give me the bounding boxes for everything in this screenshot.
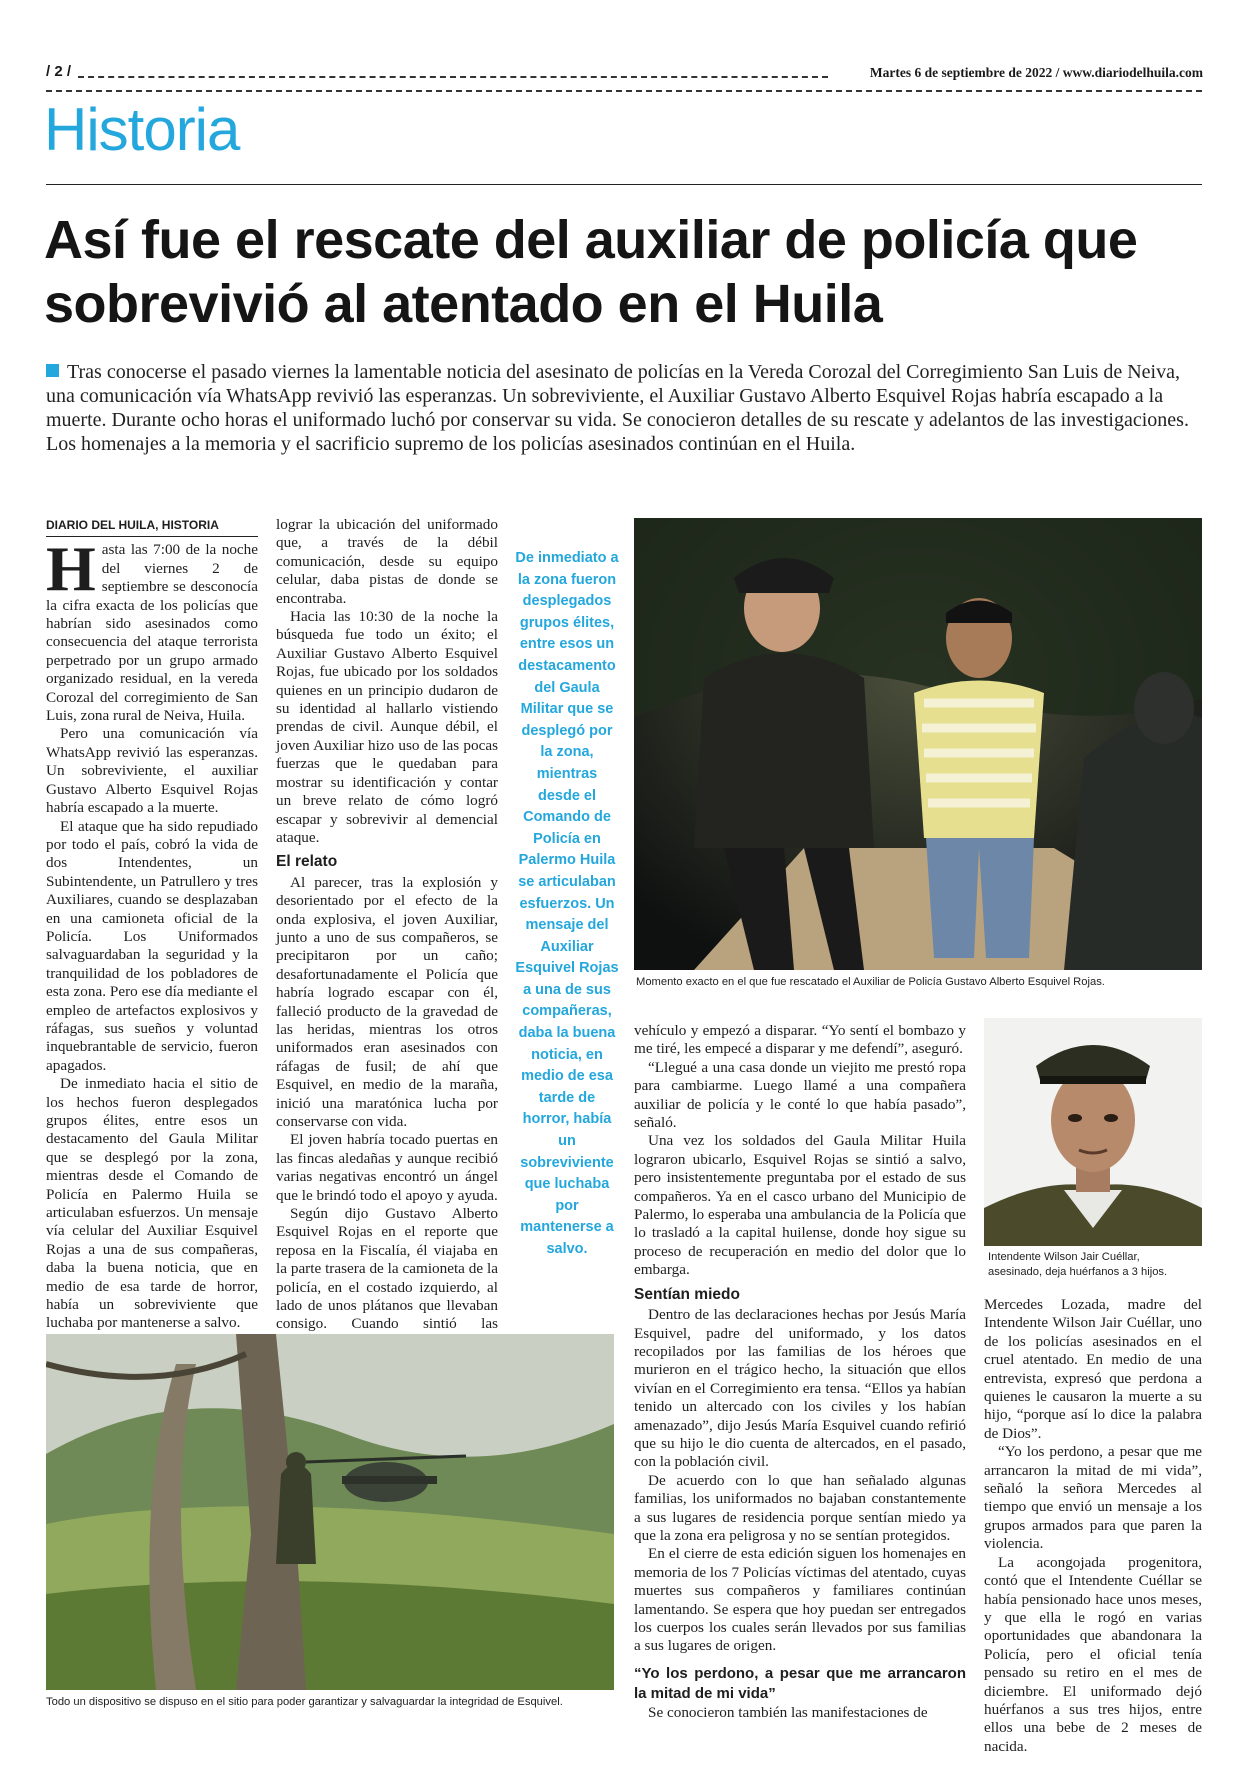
lead-text: Tras conocerse el pasado viernes la lamentable noticia del asesinato de policías en la Vereda Corozal del Corregimiento San Luis de Neiva, una comunicación vía WhatsApp revivió las esperanzas. Un sobreviviente, el Auxiliar Gustavo Alberto Esquivel Rojas habría escapado a la muerte. Durante ocho horas el uniformado luchó por conservar su vida. Se conocieron detalles de su rescate y adelantos de las investigaciones. Los homenajes a la memoria y el sacrificio supremo de los policías asesinados continúan en el Huila. (46, 361, 1189, 455)
paragraph: La acongojada progenitora, contó que el Intendente Cuéllar se había pensionado hace unos meses, y que ella le rogó en varias oportunidades que abandonara la Policía, pero el oficial tenía pensado su retiro en el mes de diciembre. El uniformado dejó huérfanos a sus tres hijos, entre ellos una bebe de 2 meses de nacida. (984, 1553, 1202, 1755)
quote-subhead: “Yo los perdono, a pesar que me arrancaron la mitad de mi vida” (634, 1664, 966, 1702)
paragraph: De inmediato hacia el sitio de los hechos fueron desplegados grupos élites, entre esos un destacamento del Gaula Militar que se desplegó por la zona, mientras desde el Comando de Policía en Palermo Huila se articulaban esfuerzos. Un mensaje vía celular del Auxiliar Esquivel Rojas a una de sus compañeras, daba la buena noticia, que en medio de esa tarde de horror, había un sobreviviente que luchaba por mantenerse a salvo. (46, 1075, 258, 1332)
rescue-photo-image (634, 518, 1202, 970)
column-2 (276, 516, 498, 1352)
field-photo-image (46, 1334, 614, 1690)
portrait-photo (984, 1018, 1202, 1246)
paragraph: vehículo y empezó a disparar. “Yo sentí el bombazo y me tiré, les empecé a disparar y me defendí”, aseguró. (634, 1022, 966, 1058)
portrait-caption-line-2: asesinado, deja huérfanos a 3 hijos. (988, 1266, 1168, 1278)
section-title: Historia (44, 96, 240, 163)
paragraph: Al parecer, tras la explosión y desorientado por el efecto de la onda explosiva, el joven Auxiliar, junto a uno de sus compañeros, se precipitaron por un caño; desafortunadamente el Policía que habría logrado escapar con él, falleció producto de la gravedad de las heridas, mientras los otros uniformados eran asesinados con ráfagas de fusil; de ahí que Esquivel, en medio de la maraña, inició una maratónica lucha por conservarse con vida. (276, 873, 498, 1130)
header-divider-lower (46, 90, 1202, 92)
paragraph: Dentro de las declaraciones hechas por Jesús María Esquivel, padre del uniformado, y los datos recopilados por las familias de los héroes que murieron en el trágico hecho, la situación que ellos vivían en el Corregimiento era tensa. “Ellos ya habían tenido un altercado con los civiles y los habían amenazado”, dijo Jesús María Esquivel cuando refirió que su hijo le dio cuenta de altercados, en el pasado, con la población civil. (634, 1306, 966, 1471)
paragraph: Mercedes Lozada, madre del Intendente Wilson Jair Cuéllar, uno de los policías asesinados en el cruel atentado. En medio de una entrevista, expresó que perdona a quienes le causaron la muerte a su hijo, “porque así lo dice la palabra de Dios”. (984, 1296, 1202, 1442)
pull-quote: De inmediato a la zona fueron desplegados grupos élites, entre esos un destacamento del Gaula Militar que se desplegó por la zona, mientras desde el Comando de Policía en Palermo Huila se articulaban esfuerzos. Un mensaje del Auxiliar Esquivel Rojas a una de sus compañeras, daba la buena noticia, en medio de esa tarde de horror, había un sobreviviente que luchaba por mantenerse a salvo. (515, 550, 619, 1257)
subhead-miedo: Sentían miedo (634, 1285, 740, 1303)
paragraph: Pero una comunicación vía WhatsApp revivió las esperanzas. Un sobreviviente, el auxiliar Gustavo Alberto Esquivel Rojas habría escapado a la muerte. (46, 725, 258, 817)
paragraph: Se conocieron también las manifestaciones de (648, 1703, 928, 1721)
portrait-caption-line-1: Intendente Wilson Jair Cuéllar, (988, 1251, 1140, 1263)
paragraph: De acuerdo con lo que han señalado algunas familias, los uniformados no bajaban constantemente a sus lugares de residencia porque sentían miedo ya que la zona era peligrosa y no se sentían protegidos. (634, 1471, 966, 1544)
lead-paragraph (46, 360, 1206, 456)
column-3 (634, 1022, 966, 1722)
column-4 (984, 1296, 1202, 1756)
page-number: / 2 / (46, 63, 72, 80)
column-1 (46, 516, 258, 1407)
portrait-caption (988, 1250, 1202, 1280)
header-divider (78, 76, 828, 78)
page-date: Martes 6 de septiembre de 2022 / www.diariodelhuila.com (869, 65, 1203, 80)
field-photo-caption: Todo un dispositivo se dispuso en el sitio para poder garantizar y salvaguardar la integridad de Esquivel. (46, 1696, 563, 1708)
drop-cap: H (46, 533, 96, 605)
paragraph: Hacia las 10:30 de la noche la búsqueda fue todo un éxito; el Auxiliar Gustavo Alberto Esquivel Rojas, fue ubicado por los soldados quienes en un principio dudaron de su identidad al hallarlo vistiendo prendas de civil. Aunque débil, el joven Auxiliar hizo uso de las pocas fuerzas que le quedaban para mostrar su identificación y contar un breve relato de cómo logró escapar y sobrevivir al demencial ataque. (276, 608, 498, 846)
section-rule (46, 184, 1202, 185)
paragraph: Según dijo Gustavo Alberto Esquivel Rojas en el reporte que reposa en la Fiscalía, él viajaba en la parte trasera de la camioneta de la policía, en el costado izquierdo, al lado de unos plátanos que llevaban consigo. Cuando sintió las (276, 1205, 498, 1333)
headline: Así fue el rescate del auxiliar de policía que sobrevivió al atentado en el Huila (44, 210, 1138, 334)
paragraph: Una vez los soldados del Gaula Militar Huila lograron ubicarlo, Esquivel Rojas se sintió a salvo, pero insistentemente preguntaba por el estado de sus compañeros. Ya en el casco urbano del Municipio de Palermo, lo esperaba una ambulancia de la Policía que lo trasladó a la capital huilense, donde hoy sigue su proceso de recuperación en medio del dolor que lo embarga. (634, 1132, 966, 1279)
paragraph: El joven habría tocado puertas en las fincas aledañas y aunque recibió varias negativas encontró un ángel que le brindó todo el apoyo y ayuda. (276, 1131, 498, 1204)
subhead-relato: El relato (276, 853, 338, 871)
rescue-photo-caption: Momento exacto en el que fue rescatado el Auxiliar de Policía Gustavo Alberto Esquivel Rojas. (636, 976, 1105, 988)
byline: DIARIO DEL HUILA, HISTORIA (46, 516, 258, 537)
paragraph: “Llegué a una casa donde un viejito me prestó ropa para cambiarme. Luego llamé a una compañera auxiliar de policía y le conté lo que había pasado”, señaló. (634, 1058, 966, 1132)
paragraph: asta las 7:00 de la noche del viernes 2 de septiembre se desconocía la cifra exacta de los policías que habrían sido asesinados como consecuencia del ataque terrorista perpetrado por un grupo armado organizado residual, en la vereda Corozal del corregimiento de San Luis, zona rural de Neiva, Huila. (46, 541, 258, 725)
rescue-photo (634, 518, 1202, 970)
portrait-image (984, 1018, 1202, 1246)
bullet-square-icon (46, 364, 59, 377)
paragraph: “Yo los perdono, a pesar que me arrancaron la mitad de mi vida”, señaló la señora Mercedes al tiempo que envió un mensaje a los grupos armados para que paren la violencia. (984, 1443, 1202, 1553)
paragraph: En el cierre de esta edición siguen los homenajes en memoria de los 7 Policías víctimas del atentado, cuyas muertes sus compañeros y familiares continúan lamentando. Se espera que hoy puedan ser entregados los cuerpos los cuales serán llevados por sus familias a sus lugares de origen. (634, 1545, 966, 1655)
paragraph: El ataque que ha sido repudiado por todo el país, cobró la vida de dos Intendentes, un Subintendente, un Patrullero y tres Auxiliares, cuando se desplazaban en una camioneta oficial de la Policía. Los Uniformados salvaguardaban la seguridad y la tranquilidad de los pobladores de esta zona. Pero ese día mediante el empleo de artefactos explosivos y ráfagas, sus sueños y voluntad inquebrantable de servicio, fueron apagados. (46, 817, 258, 1074)
field-photo (46, 1334, 614, 1690)
paragraph: lograr la ubicación del uniformado que, a través de la débil comunicación, desde su equipo celular, daba pistas de donde se encontraba. (276, 516, 498, 607)
